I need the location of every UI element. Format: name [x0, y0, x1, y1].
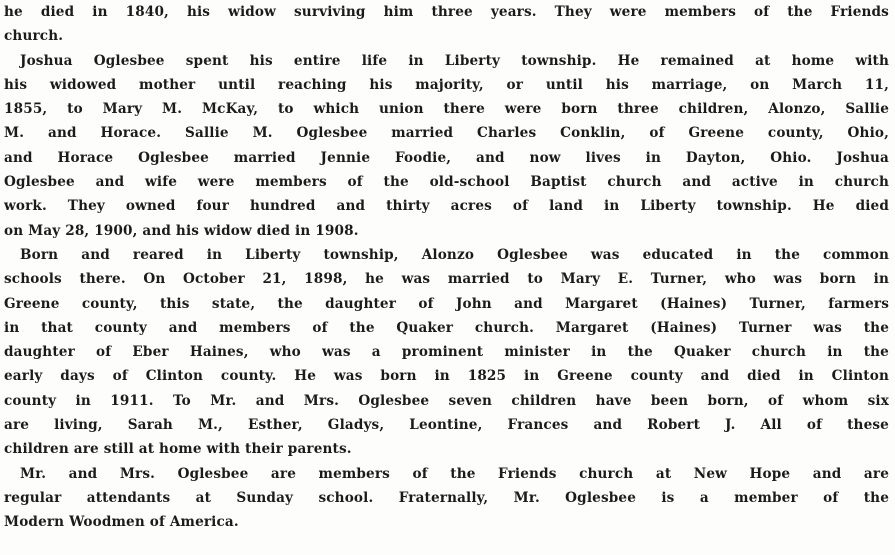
text-line: daughter of Eber Haines, who was a prominent minister in the Quaker church in the	[4, 344, 889, 361]
text-line: Born and reared in Liberty township, Alonzo Oglesbee was educated in the common	[20, 246, 889, 263]
text-line: are living, Sarah M., Esther, Gladys, Leontine, Frances and Robert J. All of these	[4, 417, 889, 434]
text-line: Oglesbee and wife were members of the old-school Baptist church and active in church	[4, 174, 889, 191]
text-line: county in 1911. To Mr. and Mrs. Oglesbee seven children have been born, of whom six	[4, 392, 889, 409]
text-line: Greene county, this state, the daughter of John and Margaret (Haines) Turner, farmers	[4, 295, 889, 312]
text-line: early days of Clinton county. He was born in 1825 in Greene county and died in Clinton	[4, 368, 889, 385]
text-line: schools there. On October 21, 1898, he was married to Mary E. Turner, who was born in	[4, 271, 889, 288]
text-line: and Horace Oglesbee married Jennie Foodie, and now lives in Dayton, Ohio. Joshua	[4, 149, 889, 166]
text-line: Joshua Oglesbee spent his entire life in Liberty township. He remained at home with	[20, 52, 889, 69]
text-line: Mr. and Mrs. Oglesbee are members of the Friends church at New Hope and are	[20, 465, 889, 482]
text-line: children are still at home with their parents.	[4, 441, 352, 458]
text-line: M. and Horace. Sallie M. Oglesbee married Charles Conklin, of Greene county, Ohio,	[4, 125, 889, 142]
text-line: he died in 1840, his widow surviving him three years. They were members of the Friends	[4, 4, 889, 20]
paragraph-4	[4, 462, 889, 535]
text-line: on May 28, 1900, and his widow died in 1908.	[4, 222, 359, 239]
text-line: regular attendants at Sunday school. Fraternally, Mr. Oglesbee is a member of the	[4, 489, 889, 506]
text-line: 1855, to Mary M. McKay, to which union there were born three children, Alonzo, Sallie	[4, 101, 889, 118]
text-line: work. They owned four hundred and thirty acres of land in Liberty township. He died	[4, 198, 889, 215]
text-line: Modern Woodmen of America.	[4, 514, 239, 531]
paragraph-3	[4, 243, 889, 462]
text-line: in that county and members of the Quaker church. Margaret (Haines) Turner was the	[4, 319, 889, 336]
paragraph-2	[4, 49, 889, 243]
text-line: church.	[4, 28, 64, 45]
text-line: his widowed mother until reaching his majority, or until his marriage, on March 11,	[4, 76, 889, 93]
paragraph-1	[4, 0, 889, 49]
document-body	[4, 0, 889, 535]
